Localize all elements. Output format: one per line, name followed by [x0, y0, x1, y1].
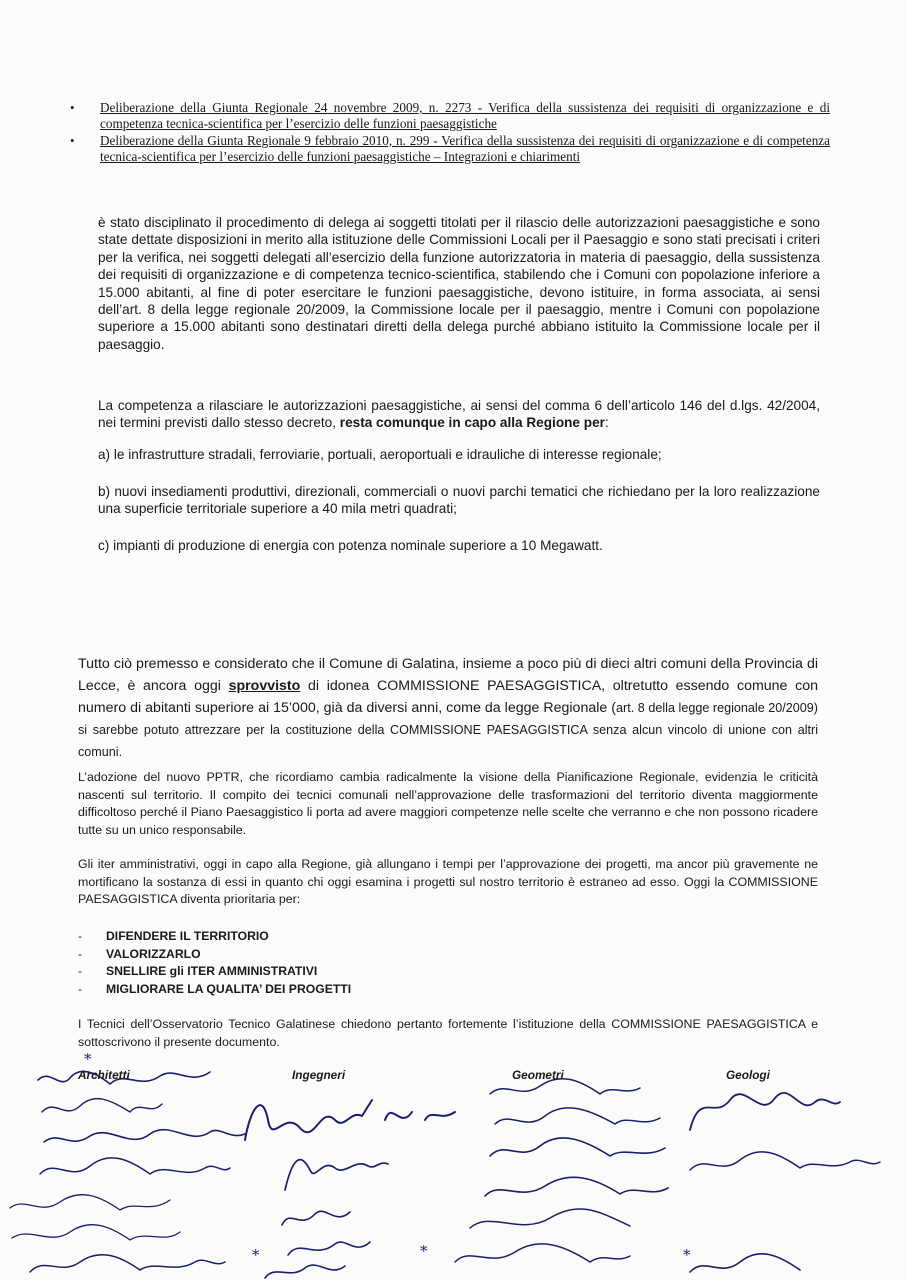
signature-group-surveyors: Geometri — [512, 1068, 564, 1082]
premise-paragraph — [78, 653, 818, 763]
goal-item — [78, 928, 351, 946]
pptr-paragraph: L’adozione del nuovo PPTR, che ricordiamo cambia radicalmente la visione della Pianificazione Regionale, evidenzia le criticità nascenti sul territorio. Il compito dei tecnici comunali nell’approvazione delle trasformazioni del territorio diventa maggiormente difficoltoso perché il Piano Paesaggistico li porta ad avere maggiori competenze nelle scelte che verranno e che non possono ricadere tutte su un unico responsabile. — [78, 770, 818, 837]
goal-text: VALORIZZARLO — [106, 946, 201, 961]
svg-text:*: * — [420, 1242, 428, 1260]
signature-group-engineers: Ingegneri — [292, 1068, 346, 1082]
competence-bold: resta comunque in capo alla Regione per — [339, 415, 605, 431]
goal-item — [78, 946, 351, 964]
architects-signatures — [10, 1071, 245, 1272]
bullet: • — [70, 100, 75, 115]
svg-text:*: * — [252, 1246, 260, 1264]
premise-text: Tutto ciò premesso e considerato che il Comune di Galatina, insieme a poco più di dieci altri comuni della Provincia di Lecce, è ancora oggi — [78, 656, 818, 694]
goal-text: SNELLIRE gli ITER AMMINISTRATIVI — [106, 964, 318, 979]
item-b: b) nuovi insediamenti produttivi, direzionali, commerciali o nuovi parchi tematici che richiedano per la loro realizzazione una superficie territoriale superiore a 40 mila metri quadrati; — [98, 484, 820, 517]
premise-small: art. 8 della legge regionale 20/2009) si sarebbe potuto attrezzare per la costituzione della COMMISSIONE PAESAGGISTICA senza alcun vincolo di unione con altri comuni. — [78, 701, 818, 759]
item-c: c) impianti di produzione di energia con potenza nominale superiore a 10 Megawatt. — [98, 538, 603, 553]
goal-item — [78, 963, 351, 981]
dash: - — [78, 964, 83, 979]
goal-item — [78, 981, 351, 999]
svg-text:*: * — [84, 1050, 92, 1068]
reference-item — [70, 133, 830, 164]
goal-text: DIFENDERE IL TERRITORIO — [106, 929, 269, 943]
asterisk-marks — [84, 1050, 691, 1264]
premise-bold: sprovvisto — [228, 678, 301, 694]
svg-text:*: * — [683, 1246, 691, 1264]
item-a: a) le infrastrutture stradali, ferroviarie, portuali, aeroportuali e idrauliche di interesse regionale; — [98, 447, 662, 462]
iter-paragraph: Gli iter amministrativi, oggi in capo alla Regione, già allungano i tempi per l’approvazione dei progetti, ma ancor più gravemente ne mortificano la sostanza di essi in quanto chi oggi esamina i progetti sul nostro territorio è estraneo ad esso. Oggi la COMMISSIONE PAESAGGISTICA diventa prioritaria per: — [78, 857, 818, 906]
geologists-signatures — [690, 1093, 880, 1272]
surveyors-signatures — [455, 1079, 668, 1262]
closing-paragraph: I Tecnici dell’Osservatorio Tecnico Galatinese chiedono pertanto fortemente l’istituzione della COMMISSIONE PAESAGGISTICA e sottoscrivono il presente documento. — [78, 1017, 818, 1049]
dash: - — [78, 981, 83, 996]
competence-colon: : — [604, 415, 609, 431]
goal-text: MIGLIORARE LA QUALITA’ DEI PROGETTI — [106, 981, 352, 996]
dash: - — [78, 946, 83, 961]
premise-text-2: di idonea COMMISSIONE PAESAGGISTICA, oltretutto essendo comune con numero di abitanti superiore ai 15’000, già da diversi anni, come da legge Regionale ( — [78, 678, 818, 716]
signatures-drawing — [0, 1050, 906, 1280]
delegation-paragraph: è stato disciplinato il procedimento di delega ai soggetti titolati per il rilascio delle autorizzazioni paesaggistiche e sono state dettate disposizioni in merito alla istituzione delle Commissioni Locali per il Paesaggio e sono stati precisati i criteri per la verifica, nei soggetti delegati all’esercizio della funzione autorizzatoria in materia di paesaggio, della sussistenza dei requisiti di organizzazione e di competenza tecnico-scientifica, stabilendo che i Comuni con popolazione inferiore a 15.000 abitanti, al fine di poter esercitare le funzioni paesaggistiche, devono istituire, in forma associata, ai sensi dell’art. 8 della legge regionale 20/2009, la Commissione locale per il paesaggio, mentre i Comuni con popolazione superiore a 15.000 abitanti sono destinatari diretti della delega purché abbiano istituito la Commissione locale per il paesaggio. — [98, 215, 820, 352]
dash: - — [78, 929, 83, 943]
reference-item — [70, 100, 830, 131]
reference-text: Deliberazione della Giunta Regionale 9 febbraio 2010, n. 299 - Verifica della sussistenza dei requisiti di organizzazione e di competenza tecnica-scientifica per l’esercizio delle funzioni paesaggistiche – Integrazioni e chiarimenti — [100, 133, 830, 164]
signature-group-architects: Architetti — [78, 1068, 130, 1082]
signature-group-geologists: Geologi — [726, 1068, 770, 1082]
bullet: • — [70, 133, 75, 148]
competence-text: La competenza a rilasciare le autorizzazioni paesaggistiche, ai sensi del comma 6 dell’articolo 146 del d.lgs. 42/2004, nei termini previsti dallo stesso decreto, — [98, 398, 820, 431]
reference-text: Deliberazione della Giunta Regionale 24 novembre 2009, n. 2273 - Verifica della sussistenza dei requisiti di organizzazione e di competenza tecnica-scientifica per l’esercizio delle funzioni paesaggistiche — [100, 100, 830, 131]
goals-list — [78, 928, 351, 998]
references-list — [70, 100, 830, 166]
competence-paragraph — [98, 397, 820, 432]
